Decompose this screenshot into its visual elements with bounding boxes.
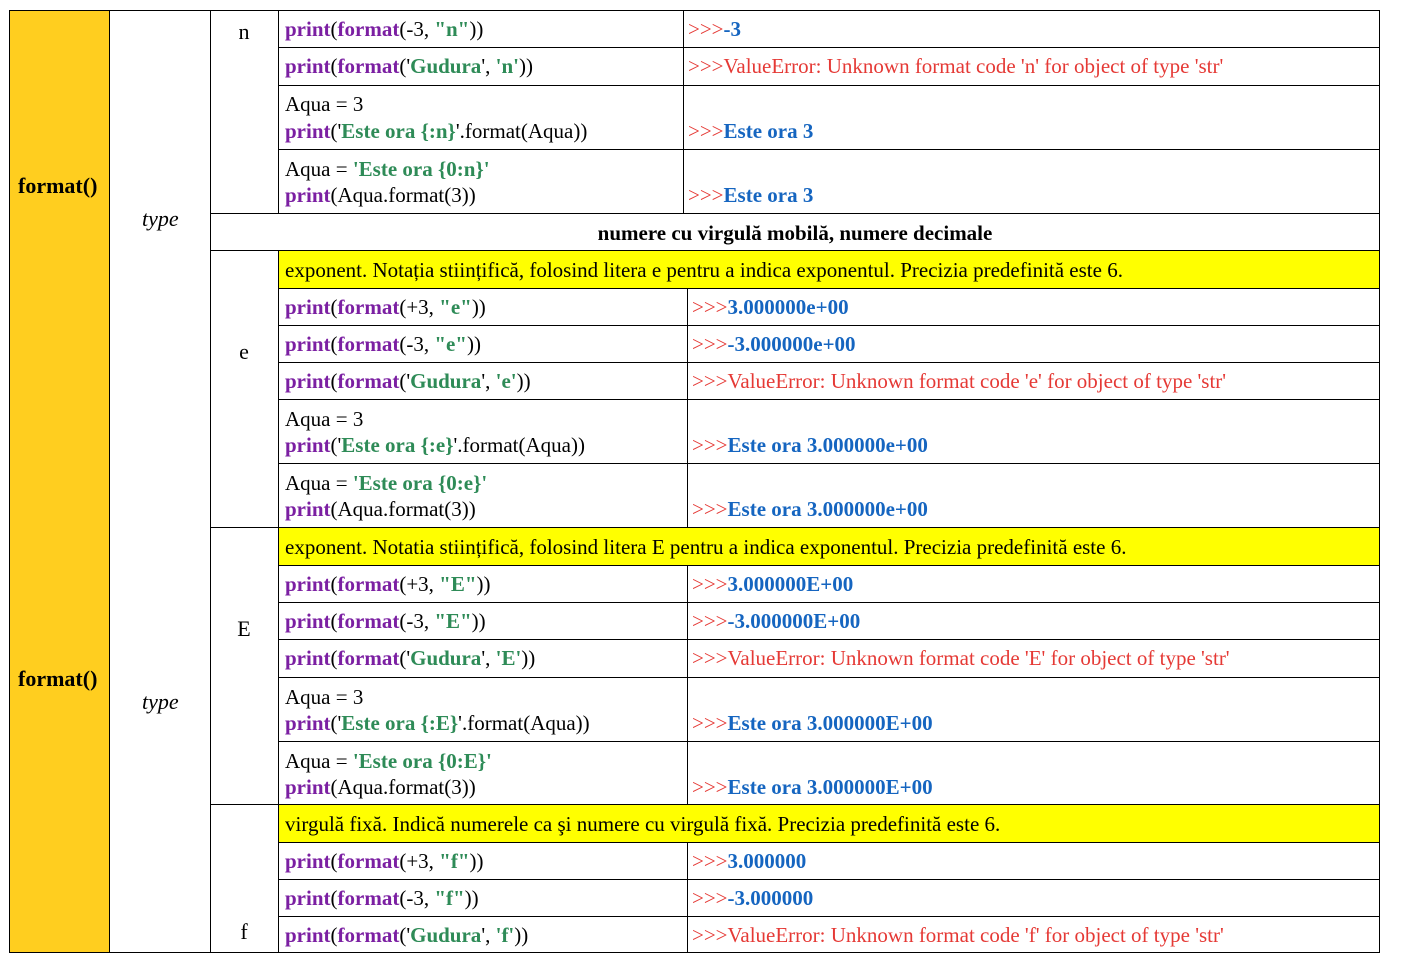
type-cell [109,10,211,953]
result-cell [683,10,1380,48]
type-letter: n [238,19,250,44]
code-line: print(format('Gudura', 'E')) [285,646,536,670]
type-letter-cell-e [210,250,279,528]
result-cell [687,602,1380,640]
result-line: >>>Este ora 3 [688,183,814,207]
code-line: Aqua = 3 [285,407,364,431]
code-cell [278,879,688,917]
code-cell [278,916,688,953]
result-cell [683,149,1380,214]
code-line: print('Este ora {:e}'.format(Aqua)) [285,433,585,457]
result-line: >>>-3.000000e+00 [692,332,856,356]
result-line: >>>Este ora 3.000000E+00 [692,711,933,735]
result-cell [687,741,1380,805]
code-line: print(format(-3, "E")) [285,609,486,633]
result-line: >>>Este ora 3 [688,119,814,143]
section-header-text: numere cu virgulă mobilă, numere decimale [597,221,993,245]
result-cell [683,47,1380,86]
code-line: print(Aqua.format(3)) [285,775,476,799]
code-line: print('Este ora {:E}'.format(Aqua)) [285,711,590,735]
result-line: >>>ValueError: Unknown format code 'e' for object of type 'str' [692,369,1227,393]
result-line: >>>ValueError: Unknown format code 'n' for object of type 'str' [688,54,1224,78]
result-cell [687,325,1380,363]
code-line: print(format(-3, "e")) [285,332,481,356]
code-cell [278,288,688,326]
result-cell [687,565,1380,603]
description-cell [278,527,1380,566]
type-letter: f [240,919,248,944]
code-line: print(format(+3, "E")) [285,572,491,596]
code-cell [278,842,688,880]
result-line: >>>ValueError: Unknown format code 'f' for object of type 'str' [692,923,1224,947]
code-line: print('Este ora {:n}'.format(Aqua)) [285,119,588,143]
description-text: exponent. Notatia stiințifică, folosind litera E pentru a indica exponentul. Precizia predefinită este 6. [285,535,1127,559]
code-line: print(format(-3, "f")) [285,886,479,910]
code-line: Aqua = 'Este ora {0:e}' [285,471,488,495]
code-cell [278,47,684,86]
result-line: >>>3.000000e+00 [692,295,849,319]
code-cell [278,639,688,678]
result-cell [687,916,1380,953]
description-cell [278,804,1380,843]
function-label: format() [18,173,98,198]
result-cell [687,677,1380,742]
format-type-table [9,10,1380,953]
result-cell [687,639,1380,678]
code-line: print(format(+3, "e")) [285,295,486,319]
function-cell [9,10,110,953]
code-line: Aqua = 'Este ora {0:n}' [285,157,490,181]
type-letter-cell-E [210,527,279,805]
result-line: >>>-3.000000E+00 [692,609,861,633]
code-cell [278,85,684,150]
result-cell [687,399,1380,464]
description-text: virgulă fixă. Indică numerele ca şi numere cu virgulă fixă. Precizia predefinită este 6. [285,812,1001,836]
result-cell [687,842,1380,880]
code-cell [278,741,688,805]
code-line: print(Aqua.format(3)) [285,497,476,521]
code-cell [278,10,684,48]
code-cell [278,325,688,363]
result-cell [687,879,1380,917]
result-line: >>>3.000000 [692,849,807,873]
description-text: exponent. Notația stiințifică, folosind litera e pentru a indica exponentul. Precizia predefinită este 6. [285,258,1123,282]
result-cell [687,362,1380,400]
result-line: >>>-3 [688,17,742,41]
section-header [210,213,1380,251]
code-line: Aqua = 'Este ora {0:E}' [285,749,492,773]
function-label: format() [18,666,98,691]
code-cell [278,677,688,742]
code-line: print(format('Gudura', 'f')) [285,923,529,947]
result-line: >>>Este ora 3.000000E+00 [692,775,933,799]
result-cell [687,463,1380,528]
type-label: type [142,206,179,231]
type-label: type [142,689,179,714]
type-letter: E [237,616,251,641]
code-line: print(Aqua.format(3)) [285,183,476,207]
type-letter: e [239,339,249,364]
code-line: print(format(-3, "n")) [285,17,484,41]
result-cell [683,85,1380,150]
code-cell [278,565,688,603]
code-cell [278,463,688,528]
code-line: Aqua = 3 [285,92,364,116]
code-cell [278,149,684,214]
result-cell [687,288,1380,326]
code-cell [278,362,688,400]
result-line: >>>3.000000E+00 [692,572,854,596]
result-line: >>>Este ora 3.000000e+00 [692,497,928,521]
result-line: >>>ValueError: Unknown format code 'E' for object of type 'str' [692,646,1230,670]
code-cell [278,602,688,640]
code-cell [278,399,688,464]
description-cell [278,250,1380,289]
code-line: print(format('Gudura', 'e')) [285,369,531,393]
result-line: >>>-3.000000 [692,886,814,910]
type-letter-cell-n [210,10,279,214]
code-line: print(format('Gudura', 'n')) [285,54,533,78]
type-letter-cell-f [210,804,279,953]
result-line: >>>Este ora 3.000000e+00 [692,433,928,457]
code-line: Aqua = 3 [285,685,364,709]
code-line: print(format(+3, "f")) [285,849,484,873]
